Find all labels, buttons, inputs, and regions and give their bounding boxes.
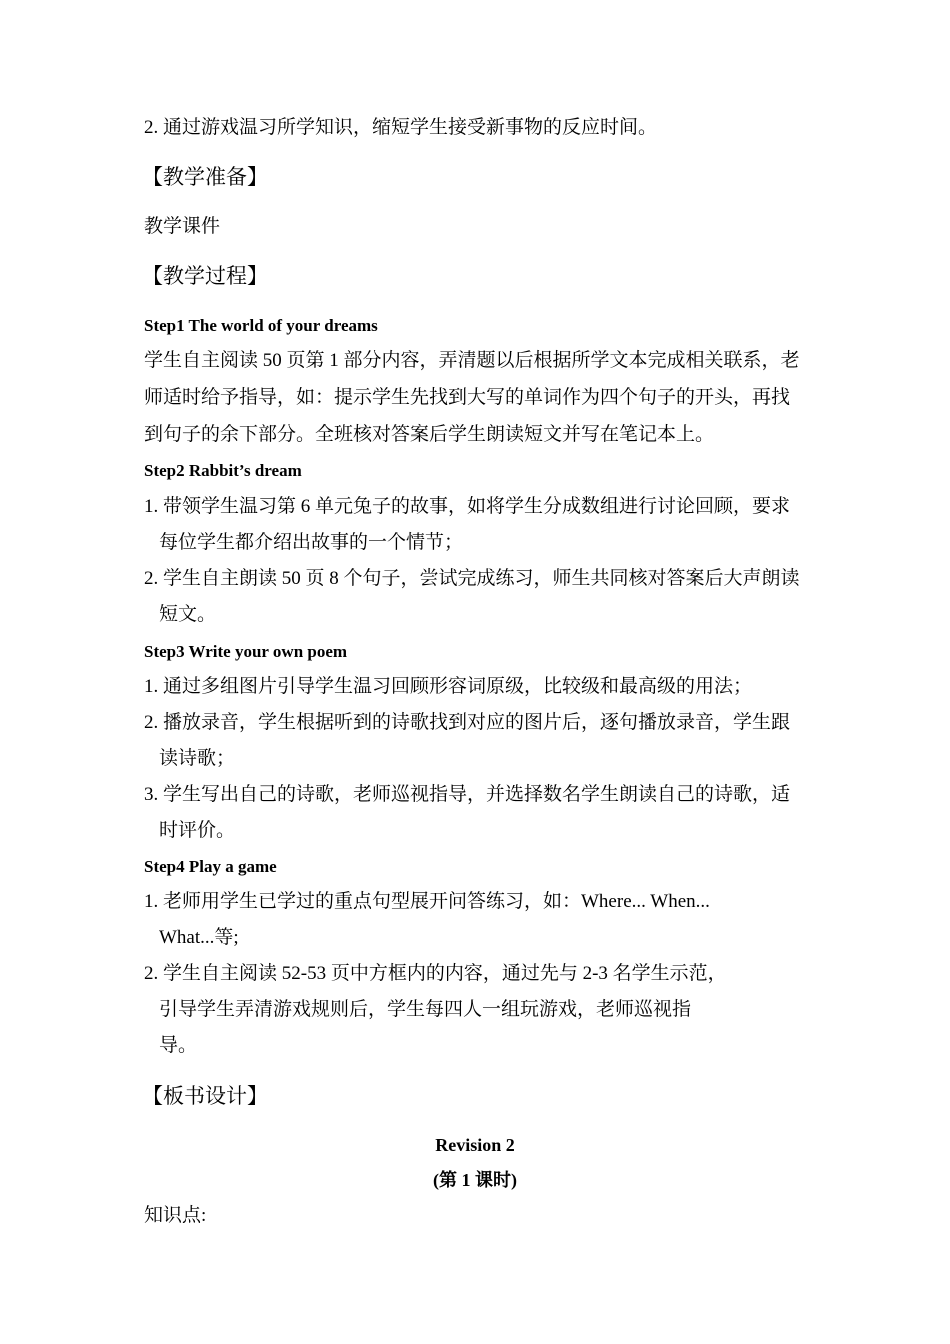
step3-item-3-line-2: 时评价。 <box>159 820 236 841</box>
step2-item-1-line-2: 每位学生都介绍出故事的一个情节； <box>159 532 464 553</box>
preparation-content: 教学课件 <box>144 216 221 237</box>
board-title: Revision 2 <box>435 1135 515 1155</box>
step4-item-1-line-2: What...等; <box>159 927 239 948</box>
goal-2: 2. 通过游戏温习所学知识，缩短学生接受新事物的反应时间。 <box>144 117 658 138</box>
board-subtitle: (第 1 课时) <box>433 1170 517 1190</box>
step4-title: Step4 Play a game <box>144 857 277 876</box>
step2-item-1-line-1: 1. 带领学生温习第 6 单元兔子的故事，如将学生分成数组进行讨论回顾，要求 <box>144 496 791 517</box>
step3-item-1-line-1: 1. 通过多组图片引导学生温习回顾形容词原级，比较级和最高级的用法； <box>144 676 753 697</box>
step4-item-2-line-2: 引导学生弄清游戏规则后，学生每四人一组玩游戏，老师巡视指 <box>159 999 692 1020</box>
step2-title: Step2 Rabbit’s dream <box>144 461 302 480</box>
step1-line-1: 学生自主阅读 50 页第 1 部分内容，弄清题以后根据所学文本完成相关联系，老 <box>144 350 800 371</box>
step1-line-3: 到句子的余下部分。全班核对答案后学生朗读短文并写在笔记本上。 <box>144 424 715 445</box>
knowledge-label: 知识点: <box>144 1205 207 1226</box>
step4-item-2-line-1: 2. 学生自主阅读 52-53 页中方框内的内容，通过先与 2-3 名学生示范， <box>144 963 727 984</box>
step3-item-2-line-2: 读诗歌； <box>159 748 236 769</box>
step2-item-2-line-1: 2. 学生自主朗读 50 页 8 个句子，尝试完成练习，师生共同核对答案后大声朗读 <box>144 568 800 589</box>
board-heading: 【板书设计】 <box>142 1084 268 1108</box>
step4-item-2-line-3: 导。 <box>159 1035 198 1056</box>
step3-title: Step3 Write your own poem <box>144 642 348 661</box>
preparation-heading: 【教学准备】 <box>142 165 268 189</box>
step3-item-2-line-1: 2. 播放录音，学生根据听到的诗歌找到对应的图片后，逐句播放录音，学生跟 <box>144 712 791 733</box>
process-heading: 【教学过程】 <box>142 264 268 288</box>
step3-item-3-line-1: 3. 学生写出自己的诗歌，老师巡视指导，并选择数名学生朗读自己的诗歌，适 <box>144 784 791 805</box>
step4-item-1-line-1: 1. 老师用学生已学过的重点句型展开问答练习，如：Where... When... <box>144 891 710 912</box>
step1-line-2: 师适时给予指导，如：提示学生先找到大写的单词作为四个句子的开头，再找 <box>144 387 791 408</box>
step1-title: Step1 The world of your dreams <box>144 316 378 335</box>
step2-item-2-line-2: 短文。 <box>159 604 217 625</box>
